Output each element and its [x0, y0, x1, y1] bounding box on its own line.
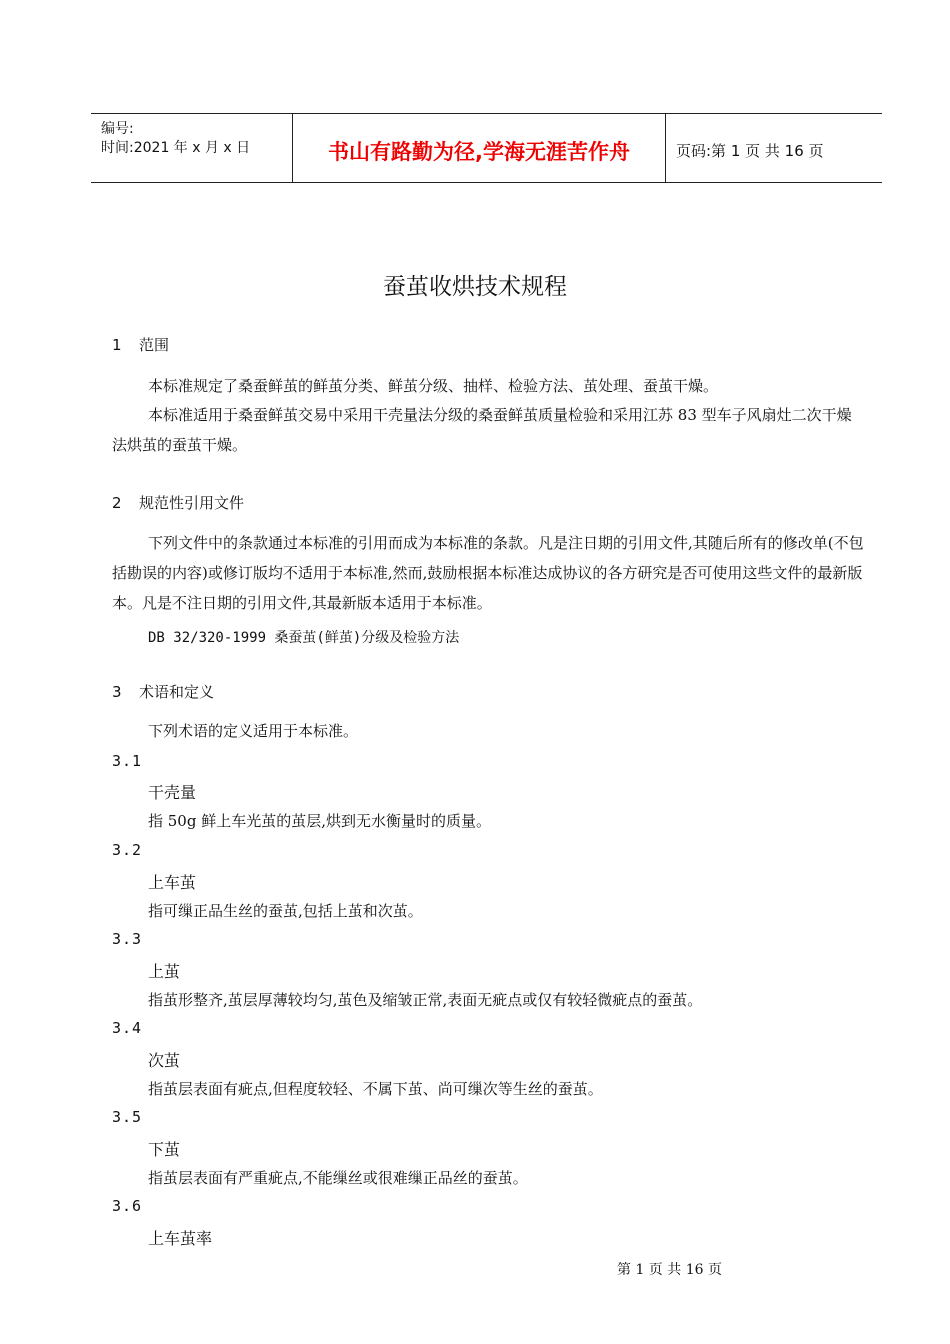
- header-page-info: 页码:第 1 页 共 16 页: [676, 142, 824, 160]
- page-header: [91, 113, 882, 183]
- term-name: 次茧: [148, 1051, 181, 1070]
- section-number: 1: [112, 336, 122, 354]
- section-1-paragraph-2: 本标准适用于桑蚕鲜茧交易中采用干壳量法分级的桑蚕鲜茧质量检验和采用江苏 83 型车子风扇灶二次干燥法烘茧的蚕茧干燥。: [112, 406, 852, 454]
- document-number-label: 编号:: [101, 121, 134, 137]
- term-name: 下茧: [148, 1140, 181, 1159]
- term-name: 干壳量: [148, 783, 197, 802]
- term-number: 3.2: [112, 841, 143, 859]
- term-definition: 指茧层表面有严重疵点,不能缫丝或很难缫正品丝的蚕茧。: [148, 1169, 528, 1187]
- normative-reference: DB 32/320-1999 桑蚕茧(鲜茧)分级及检验方法: [148, 630, 460, 646]
- section-title: 范围: [139, 336, 170, 354]
- section-3-heading: [112, 681, 214, 702]
- header-motto-cell: [293, 114, 666, 182]
- section-1-heading: [112, 334, 169, 355]
- section-1-paragraph-1: 本标准规定了桑蚕鲜茧的鲜茧分类、鲜茧分级、抽样、检验方法、茧处理、蚕茧干燥。: [148, 377, 719, 395]
- term-number: 3.5: [112, 1108, 143, 1126]
- term-definition: 指茧形整齐,茧层厚薄较均匀,茧色及缩皱正常,表面无疵点或仅有较轻微疵点的蚕茧。: [148, 991, 703, 1009]
- header-meta-cell: [91, 114, 293, 182]
- section-title: 规范性引用文件: [139, 494, 245, 512]
- term-name: 上车茧率: [148, 1229, 213, 1248]
- section-2-heading: [112, 492, 244, 513]
- page-footer: 第 1 页 共 16 页: [617, 1262, 722, 1278]
- term-definition: 指 50g 鲜上车光茧的茧层,烘到无水衡量时的质量。: [148, 812, 491, 830]
- document-title: 蚕茧收烘技术规程: [383, 274, 567, 300]
- header-page-cell: [666, 114, 882, 182]
- section-number: 3: [112, 683, 122, 701]
- document-time-label: 时间:2021 年 x 月 x 日: [101, 140, 251, 156]
- section-3-intro: 下列术语的定义适用于本标准。: [148, 722, 359, 740]
- term-definition: 指茧层表面有疵点,但程度较轻、不属下茧、尚可缫次等生丝的蚕茧。: [148, 1080, 603, 1098]
- term-name: 上车茧: [148, 873, 197, 892]
- term-number: 3.4: [112, 1019, 143, 1037]
- section-title: 术语和定义: [139, 683, 215, 701]
- term-definition: 指可缫正品生丝的蚕茧,包括上茧和次茧。: [148, 902, 423, 920]
- section-2-paragraph-1: 下列文件中的条款通过本标准的引用而成为本标准的条款。凡是注日期的引用文件,其随后所有的修改单(不包括勘误的内容)或修订版均不适用于本标准,然而,鼓励根据本标准达成协议的各方研究是否可使用这些文件的最新版本。凡是不注日期的引用文件,其最新版本适用于本标准。: [112, 534, 864, 612]
- term-name: 上茧: [148, 962, 181, 981]
- term-number: 3.3: [112, 930, 143, 948]
- term-number: 3.1: [112, 752, 143, 770]
- section-number: 2: [112, 494, 122, 512]
- term-number: 3.6: [112, 1197, 143, 1215]
- header-motto: 书山有路勤为径,学海无涯苦作舟: [328, 140, 630, 164]
